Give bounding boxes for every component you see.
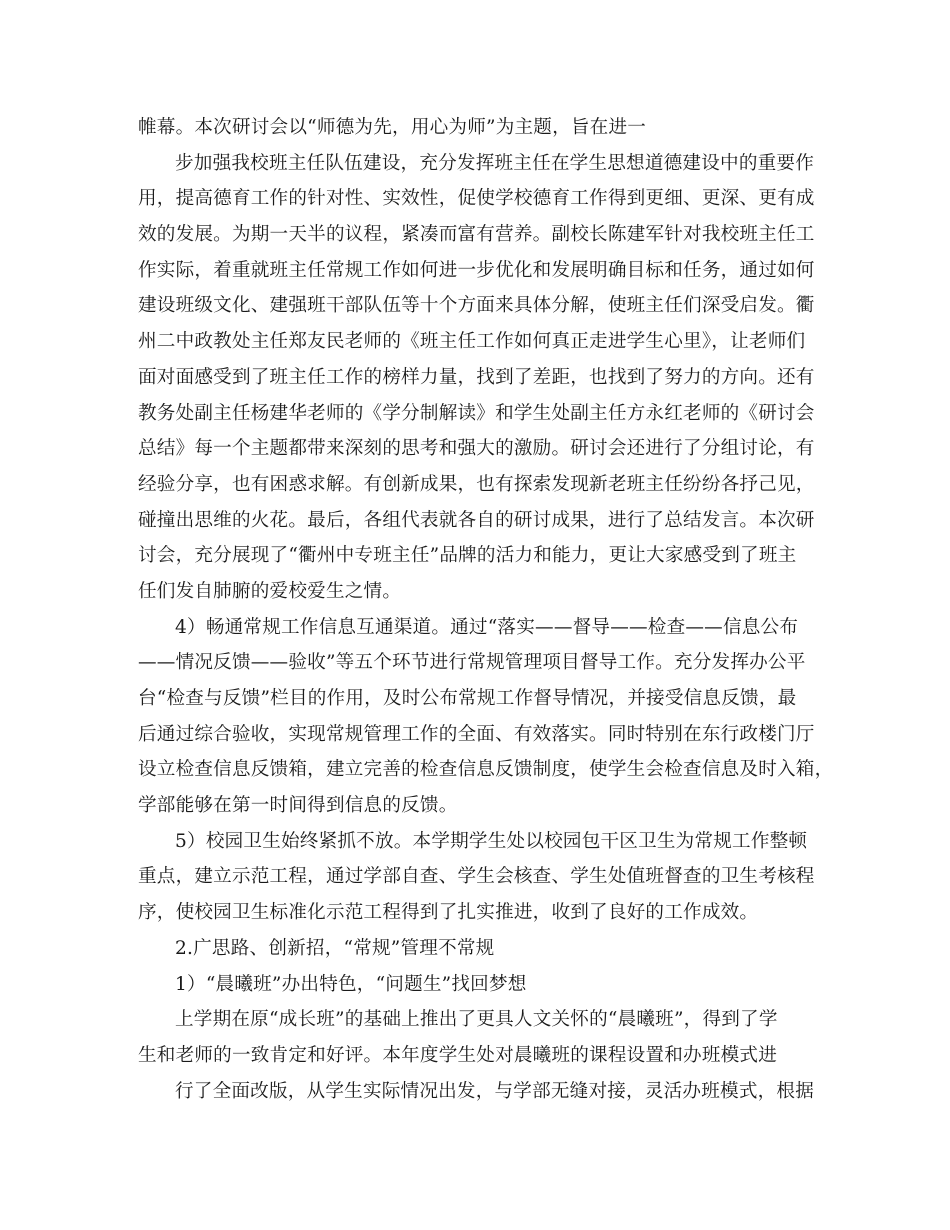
text-line: 台“检查与反馈”栏目的作用，及时公布常规工作督导情况，并接受信息反馈，最 (138, 688, 797, 709)
text-line: 学部能够在第一时间得到信息的反馈。 (138, 795, 458, 817)
subsection-heading-1: 1）“晨曦班”办出特色，“问题生”找回梦想 (175, 973, 527, 995)
text-line: 建设班级文化、建强班干部队伍等十个方面来具体分解，使班主任们深受启发。衢 (138, 295, 815, 317)
text-line: 重点，建立示范工程，通过学部自查、学生会核查、学生处值班督查的卫生考核程 (138, 866, 815, 888)
section-heading-2: 2.广思路、创新招，“常规”管理不常规 (175, 937, 495, 959)
text-line: 经验分享，也有困惑求解。有创新成果，也有探索发现新老班主任纷纷各抒己见， (138, 473, 815, 495)
text-line: 用，提高德育工作的针对性、实效性，促使学校德育工作得到更细、更深、更有成 (138, 188, 815, 210)
section-item-4: 4）畅通常规工作信息互通渠道。通过“落实——督导——检查——信息公布 (175, 616, 799, 638)
text-line: 设立检查信息反馈箱，建立完善的检查信息反馈制度，使学生会检查信息及时入箱， (138, 759, 834, 781)
text-line: ——情况反馈——验收”等五个环节进行常规管理项目督导工作。充分发挥办公平 (138, 652, 806, 674)
text-line: 碰撞出思维的火花。最后，各组代表就各自的研讨成果，进行了总结发言。本次研 (138, 509, 815, 531)
text-line: 面对面感受到了班主任工作的榜样力量，找到了差距，也找到了努力的方向。还有 (138, 366, 815, 388)
text-line: 序，使校园卫生标准化示范工程得到了扎实推进，收到了良好的工作成效。 (138, 902, 759, 924)
text-line: 教务处副主任杨建华老师的《学分制解读》和学生处副主任方永红老师的《研讨会 (138, 402, 815, 424)
text-line: 州二中政教处主任郑友民老师的《班主任工作如何真正走进学生心里》，让老师们 (138, 331, 806, 353)
section-item-5: 5）校园卫生始终紧抓不放。本学期学生处以校园包干区卫生为常规工作整顿 (175, 830, 808, 852)
text-line: 总结》每一个主题都带来深刻的思考和强大的激励。研讨会还进行了分组讨论，有 (138, 438, 815, 460)
text-line: 行了全面改版，从学生实际情况出发，与学部无缝对接，灵活办班模式，根据 (175, 1080, 814, 1102)
text-line: 上学期在原“成长班”的基础上推出了更具人文关怀的“晨曦班”，得到了学 (175, 1009, 778, 1031)
document-page (138, 110, 834, 1109)
text-line: 生和老师的一致肯定和好评。本年度学生处对晨曦班的课程设置和办班模式进 (138, 1044, 777, 1066)
text-line: 效的发展。为期一天半的议程，紧凑而富有营养。副校长陈建军针对我校班主任工 (138, 224, 815, 246)
text-line: 步加强我校班主任队伍建设，充分发挥班主任在学生思想道德建设中的重要作 (175, 152, 814, 174)
text-line: 作实际，着重就班主任常规工作如何进一步优化和发展明确目标和任务，通过如何 (138, 259, 815, 281)
text-line: 讨会，充分展现了“衢州中专班主任”品牌的活力和能力，更让大家感受到了班主 (138, 545, 797, 567)
text-line: 帷幕。本次研讨会以“师德为先，用心为师”为主题，旨在进一 (138, 117, 647, 138)
text-line: 后通过综合验收，实现常规管理工作的全面、有效落实。同时特别在东行政楼门厅 (138, 723, 815, 745)
text-line: 任们发自肺腑的爱校爱生之情。 (138, 580, 402, 602)
